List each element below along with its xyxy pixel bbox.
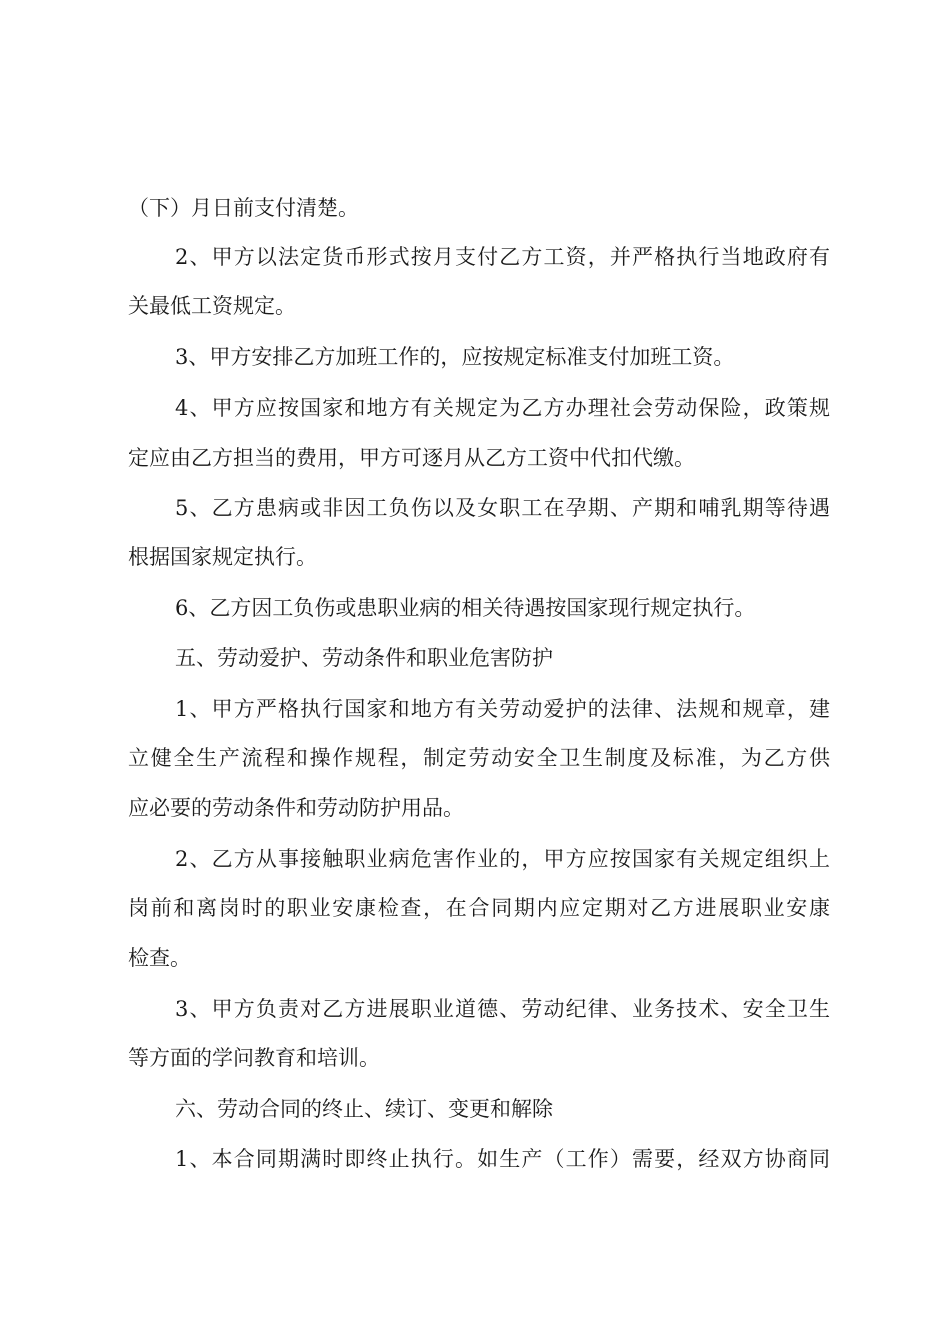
text-line: 检查。 [128,946,191,970]
text-line: 3、甲方负责对乙方进展职业道德、劳动纪律、业务技术、安全卫生 [175,997,830,1021]
text-line: 岗前和离岗时的职业安康检查，在合同期内应定期对乙方进展职业安康 [128,896,830,920]
text-line: 4、甲方应按国家和地方有关规定为乙方办理社会劳动保险，政策规 [175,396,830,420]
text-line: 定应由乙方担当的费用，甲方可逐月从乙方工资中代扣代缴。 [128,446,695,470]
text-line: 关最低工资规定。 [128,294,296,318]
text-line: （下）月日前支付清楚。 [128,196,359,220]
text-line: 3、甲方安排乙方加班工作的，应按规定标准支付加班工资。 [175,345,735,369]
text-line: 2、乙方从事接触职业病危害作业的，甲方应按国家有关规定组织上 [175,847,830,871]
text-line: 5、乙方患病或非因工负伤以及女职工在孕期、产期和哺乳期等待遇 [175,496,830,520]
section-heading: 五、劳动爱护、劳动条件和职业危害防护 [175,646,553,670]
text-line: 根据国家规定执行。 [128,545,317,569]
text-line: 应必要的劳动条件和劳动防护用品。 [128,796,464,820]
section-heading: 六、劳动合同的终止、续订、变更和解除 [175,1097,553,1121]
text-line: 1、本合同期满时即终止执行。如生产（工作）需要，经双方协商同 [175,1147,830,1171]
text-line: 立健全生产流程和操作规程，制定劳动安全卫生制度及标准，为乙方供 [128,746,830,770]
text-line: 1、甲方严格执行国家和地方有关劳动爱护的法律、法规和规章，建 [175,697,830,721]
text-line: 6、乙方因工负伤或患职业病的相关待遇按国家现行规定执行。 [175,596,756,620]
text-line: 等方面的学问教育和培训。 [128,1046,380,1070]
text-line: 2、甲方以法定货币形式按月支付乙方工资，并严格执行当地政府有 [175,245,830,269]
